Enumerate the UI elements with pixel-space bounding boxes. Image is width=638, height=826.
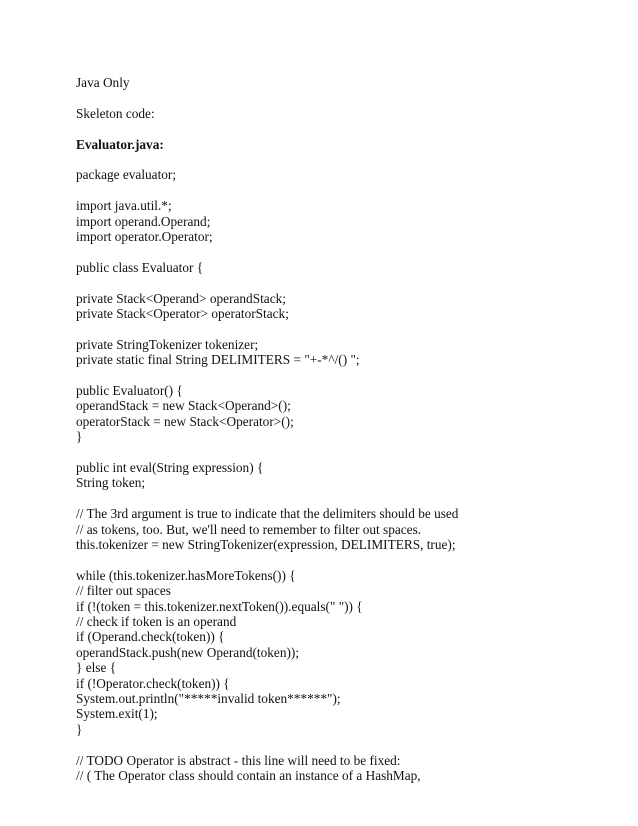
paragraph-eval-decl [76,460,596,491]
code-line: } [76,429,83,445]
code-line: // filter out spaces [76,583,171,599]
code-line: operatorStack = new Stack<Operator>(); [76,413,294,429]
code-line: private static final String DELIMITERS = "+-*^/() "; [76,352,360,368]
code-line: private StringTokenizer tokenizer; [76,336,259,352]
code-line: System.out.println("*****invalid token******"); [76,691,341,707]
code-line: String token; [76,475,146,491]
paragraph-imports [76,198,596,244]
paragraph-tokenizer-init [76,506,596,552]
code-line: this.tokenizer = new StringTokenizer(expression, DELIMITERS, true); [76,537,456,553]
paragraph-tokenizer-fields [76,337,596,368]
paragraph-package [76,167,596,182]
paragraph-stacks [76,291,596,322]
paragraph-title [76,75,596,90]
code-line: // check if token is an operand [76,614,237,630]
paragraph-todo-comment [76,753,596,784]
paragraph-skeleton-label [76,106,596,121]
code-line: // TODO Operator is abstract - this line will need to be fixed: [76,752,401,768]
code-line: if (!(token = this.tokenizer.nextToken()).equals(" ")) { [76,598,363,614]
code-line: operandStack.push(new Operand(token)); [76,644,300,660]
code-line: private Stack<Operand> operandStack; [76,290,286,306]
code-line: if (!Operator.check(token)) { [76,675,230,691]
text-line: Skeleton code: [76,105,155,121]
text-line: Java Only [76,75,130,90]
code-line: public class Evaluator { [76,259,204,275]
code-line: import java.util.*; [76,198,172,214]
code-line: public Evaluator() { [76,383,183,398]
paragraph-class-decl [76,260,596,275]
code-line: } [76,721,83,737]
code-line: System.exit(1); [76,706,158,722]
filename-heading: Evaluator.java: [76,136,164,152]
code-line: while (this.tokenizer.hasMoreTokens()) { [76,567,296,583]
paragraph-constructor [76,383,596,445]
code-line: // ( The Operator class should contain an instance of a HashMap, [76,768,421,784]
code-line: // The 3rd argument is true to indicate that the delimiters should be used [76,506,459,522]
code-line: } else { [76,660,117,676]
code-line: import operand.Operand; [76,213,211,229]
code-line: package evaluator; [76,167,177,183]
code-line: // as tokens, too. But, we'll need to remember to filter out spaces. [76,521,422,537]
code-line: if (Operand.check(token)) { [76,629,225,645]
paragraph-filename [76,137,596,152]
document-body [76,75,596,799]
paragraph-while-loop [76,568,596,737]
code-line: public int eval(String expression) { [76,460,264,476]
code-line: operandStack = new Stack<Operand>(); [76,398,291,414]
code-line: private Stack<Operator> operatorStack; [76,306,289,321]
code-line: import operator.Operator; [76,229,213,244]
